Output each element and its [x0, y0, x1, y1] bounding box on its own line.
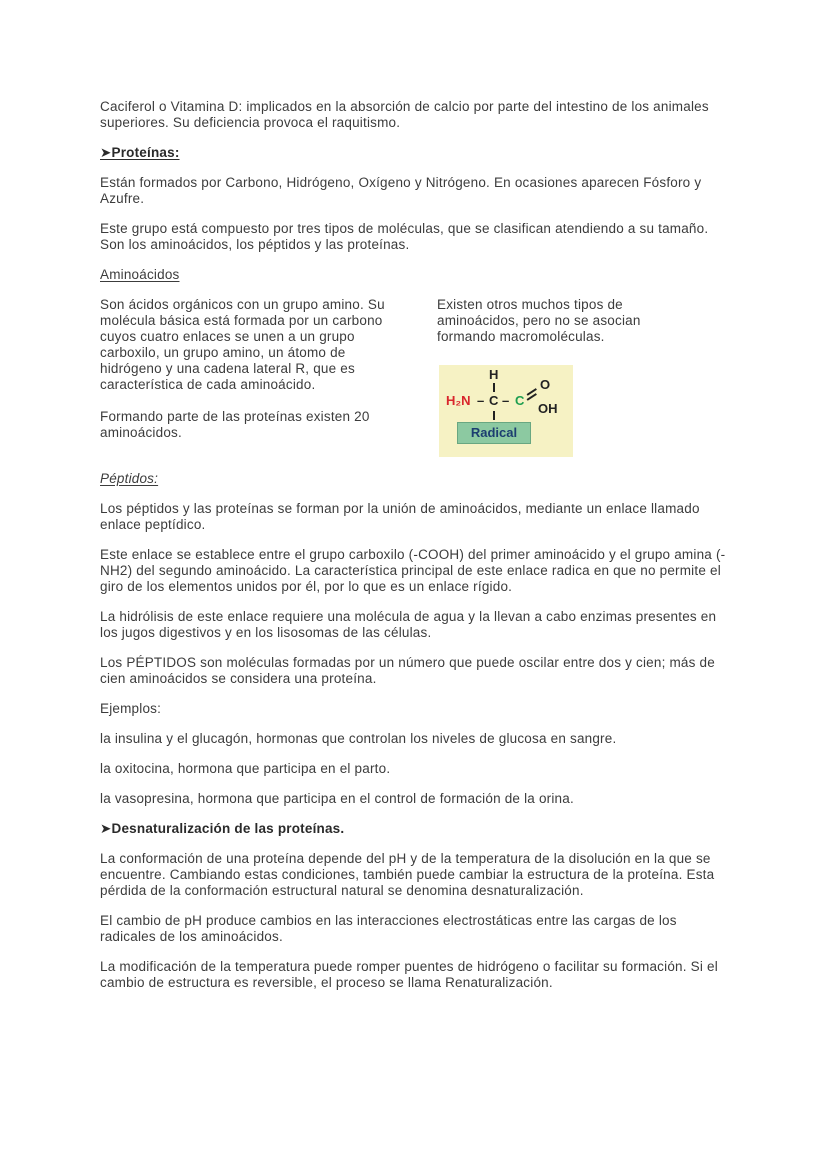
- paragraph-denaturation-temperature: La modificación de la temperatura puede romper puentes de hidrógeno o facilitar su formación. Si el cambio de estructura es reversible, el proceso se llama Renaturalización.: [100, 959, 718, 990]
- example-vasopressin: la vasopresina, hormona que participa en el control de formación de la orina.: [100, 791, 574, 806]
- paragraph-peptide-bond: Los péptidos y las proteínas se forman por la unión de aminoácidos, mediante un enlace llamado enlace peptídico.: [100, 501, 700, 532]
- examples-label: Ejemplos:: [100, 701, 162, 716]
- paragraph-hydrolysis: La hidrólisis de este enlace requiere una molécula de agua y la llevan a cabo enzimas presentes en los jugos digestivos y en los lisosomas de las células.: [100, 609, 717, 640]
- paragraph-denaturation-ph: El cambio de pH produce cambios en las interacciones electrostáticas entre las cargas de los radicales de los aminoácidos.: [100, 913, 677, 944]
- carboxyl-carbon-label: C: [515, 393, 525, 408]
- central-carbon-label: C: [489, 393, 499, 408]
- paragraph-peptide-size: Los PÉPTIDOS son moléculas formadas por un número que puede oscilar entre dos y cien; más de cien aminoácidos se considera una proteína.: [100, 655, 715, 686]
- oxygen-atom-label: O: [540, 377, 551, 392]
- heading-aminoacids: Aminoácidos: [100, 267, 180, 282]
- paragraph-denaturation-definition: La conformación de una proteína depende del pH y de la temperatura de la disolución en la que se encuentre. Cambiando estas condiciones, también puede cambiar la estructura de la proteína. Esta pérdida de la conformación estructural natural se denomina desnaturalización.: [100, 851, 715, 898]
- example-insulin: la insulina y el glucagón, hormonas que controlan los niveles de glucosa en sangre.: [100, 731, 617, 746]
- amino-group-label: H₂N: [446, 393, 471, 408]
- heading-peptides: Péptidos:: [100, 471, 159, 486]
- hydroxyl-group-label: OH: [538, 401, 558, 416]
- paragraph-proteins-groups: Este grupo está compuesto por tres tipos de moléculas, que se clasifican atendiendo a su tamaño. Son los aminoácidos, los péptidos y las proteínas.: [100, 221, 709, 252]
- paragraph-peptide-bond-detail: Este enlace se establece entre el grupo carboxilo (-COOH) del primer aminoácido y el grupo amina (-NH2) del segundo aminoácido. La característica principal de este enlace radica en que no permite el giro de los elementos unidos por él, por lo que es un enlace rígido.: [100, 547, 726, 594]
- radical-box: Radical: [457, 422, 531, 444]
- heading-proteins: ➤Proteínas:: [100, 145, 180, 160]
- bond-line-vertical-top: [493, 383, 495, 392]
- aminoacid-structure-diagram: [439, 365, 573, 457]
- paragraph-aminoacids-other-types: Existen otros muchos tipos de aminoácidos, pero no se asocian formando macromoléculas.: [437, 297, 641, 344]
- aminoacids-right-column: [437, 297, 689, 457]
- hydrogen-atom-label: H: [489, 367, 499, 382]
- paragraph-aminoacids-count: Formando parte de las proteínas existen 20 aminoácidos.: [100, 409, 370, 440]
- bond-dash-2: –: [502, 393, 510, 408]
- aminoacids-section: [100, 297, 728, 457]
- heading-denaturation: ➤Desnaturalización de las proteínas.: [100, 821, 345, 836]
- paragraph-proteins-composition: Están formados por Carbono, Hidrógeno, Oxígeno y Nitrógeno. En ocasiones aparecen Fósforo y Azufre.: [100, 175, 702, 206]
- example-oxytocin: la oxitocina, hormona que participa en el parto.: [100, 761, 391, 776]
- paragraph-aminoacids-definition: Son ácidos orgánicos con un grupo amino. Su molécula básica está formada por un carbono cuyos cuatro enlaces se unen a un grupo carboxilo, un grupo amino, un átomo de hidrógeno y una cadena lateral R, que es característica de cada aminoácido.: [100, 297, 385, 392]
- paragraph-vitamin-d: Caciferol o Vitamina D: implicados en la absorción de calcio por parte del intestino de los animales superiores. Su deficiencia provoca el raquitismo.: [100, 99, 709, 130]
- bond-line-vertical-bottom: [493, 411, 495, 420]
- aminoacids-left-column: [100, 297, 398, 457]
- bond-dash-1: –: [477, 393, 485, 408]
